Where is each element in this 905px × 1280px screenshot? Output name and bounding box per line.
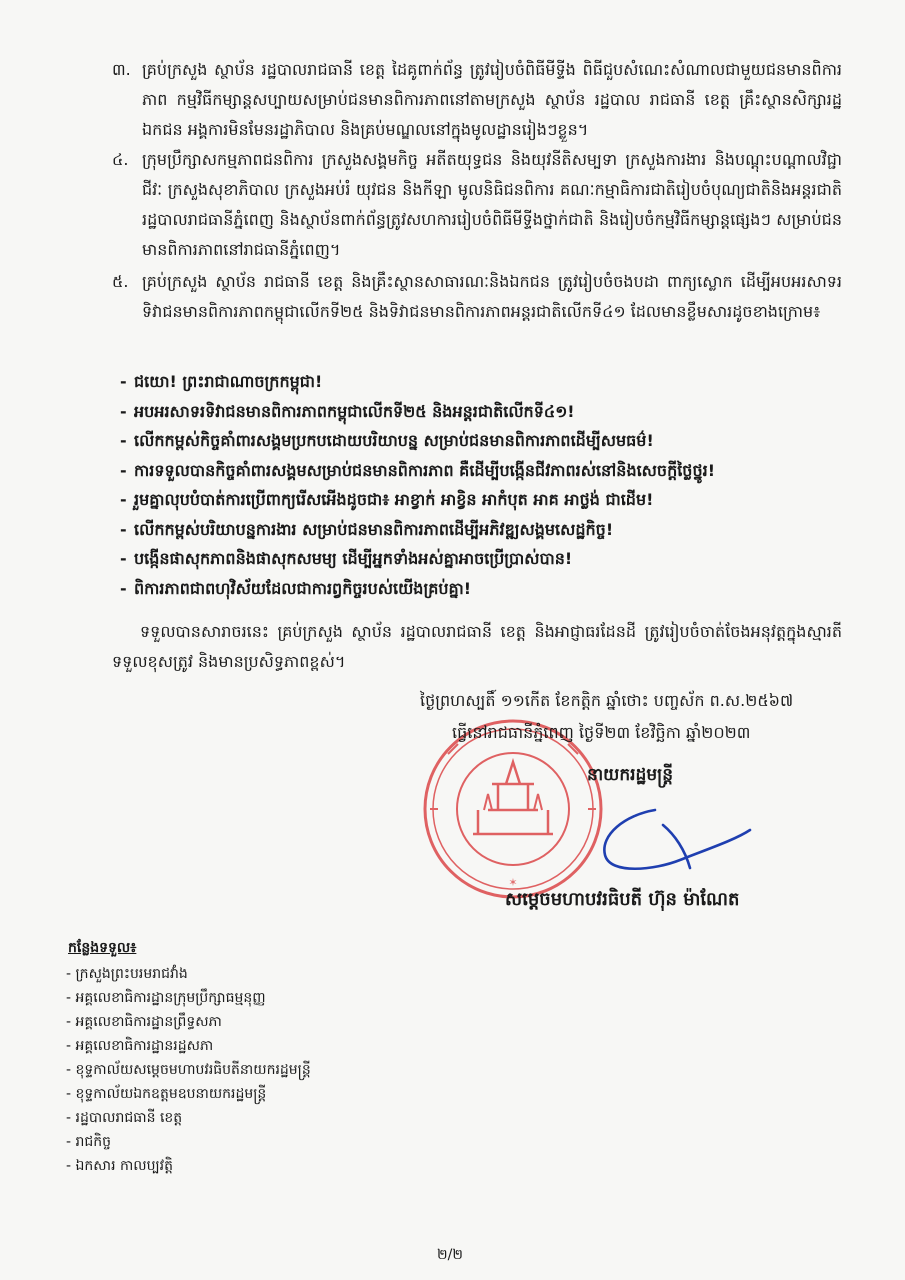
recipient-item: - អគ្គលេខាធិការដ្ឋានក្រុមប្រឹក្សាធម្មនុញ្ញ	[66, 990, 266, 1006]
signature-icon	[585, 790, 765, 885]
slogan-item: - លើកកម្ពស់កិច្ចគាំពារសង្គមប្រកបដោយបរិយាបន្ន សម្រាប់ជនមានពិការភាពដើម្បីសមធម៌!	[120, 431, 654, 450]
slogan-list	[120, 367, 820, 603]
slogan-item: - រួមគ្នាលុបបំបាត់ការប្រើពាក្យរើសអើងដូចជា៖ អាខ្វាក់ អាខ្វិន អាកំបុត អាគ អាថ្លង់ ជាដើម!	[120, 490, 654, 509]
paragraph-number: ៤.	[112, 150, 129, 169]
slogan-item: - លើកកម្ពស់បរិយាបន្នការងារ សម្រាប់ជនមានពិការភាពដើម្បីអភិវឌ្ឍសង្គមសេដ្ឋកិច្ច!	[120, 519, 614, 539]
recipient-item: - ក្រសួងព្រះបរមរាជវាំង	[66, 966, 188, 982]
recipient-item: - អគ្គលេខាធិការដ្ឋានព្រឹទ្ធសភា	[66, 1014, 222, 1030]
recipient-item: - រាជកិច្ច	[66, 1134, 112, 1150]
recipient-item: - ខុទ្ទកាល័យឯកឧត្តមឧបនាយករដ្ឋមន្ត្រី	[66, 1086, 267, 1102]
recipients-list	[66, 962, 311, 1178]
recipient-item: - រដ្ឋបាលរាជធានី ខេត្ត	[66, 1110, 183, 1126]
paragraph-text: ក្រុមប្រឹក្សាសកម្មភាពជនពិការ ក្រសួងសង្គមកិច្ច អតីតយុទ្ធជន និងយុវនីតិសម្បទា ក្រសួងការងារ និងបណ្តុះបណ្តាលវិជ្ជាជីវៈ ក្រសួងសុខាភិបាល ក្រសួងអប់រំ យុវជន និងកីឡា មូលនិធិជនពិការ គណៈកម្មាធិការជាតិរៀបចំបុណ្យជាតិនិងអន្តរជាតិ រដ្ឋបាលរាជធានីភ្នំពេញ និងស្ថាប័នពាក់ព័ន្ធត្រូវសហការរៀបចំពិធីមីទ្ទីងថ្នាក់ជាតិ និងរៀបចំកម្មវិធីកម្សាន្តផ្សេងៗ សម្រាប់ជនមានពិការភាពនៅរាជធានីភ្នំពេញ។	[142, 150, 842, 259]
paragraph-text: គ្រប់ក្រសួង ស្ថាប័ន រដ្ឋបាលរាជធានី ខេត្ត ដៃគូពាក់ព័ន្ធ ត្រូវរៀបចំពិធីមីទ្ទីង ពិធីជួបសំណេះសំណាលជាមួយជនមានពិការភាព កម្មវិធីកម្សាន្តសប្បាយសម្រាប់ជនមានពិការភាពនៅតាមក្រសួង ស្ថាប័ន រដ្ឋបាល រាជធានី ខេត្ត គ្រឹះស្ថានសិក្សារដ្ឋ ឯកជន អង្គការមិនមែនរដ្ឋាភិបាល និងគ្រប់មណ្ឌលនៅក្នុងមូលដ្ឋានរៀងៗខ្លួន។	[142, 60, 842, 139]
slogan-item: - ជយោ! ព្រះរាជាណាចក្រកម្ពុជា!	[120, 372, 323, 391]
slogan-item: - ពិការភាពជាពហុវិស័យដែលជាការព្វកិច្ចរបស់យើងគ្រប់គ្នា!	[120, 578, 472, 598]
closing-paragraph: ទទួលបានសារាចរនេះ គ្រប់ក្រសួង ស្ថាប័ន រដ្ឋបាលរាជធានី ខេត្ត និងអាជ្ញាធរដែនដី ត្រូវរៀបចំចាត់ចែងអនុវត្តក្នុងស្មារតីទទួលខុសត្រូវ និងមានប្រសិទ្ធភាពខ្ពស់។	[112, 622, 842, 671]
signer-title: នាយករដ្ឋមន្ត្រី	[587, 765, 673, 785]
paragraph-3	[112, 55, 842, 145]
recipient-item: - អគ្គលេខាធិការដ្ឋានរដ្ឋសភា	[66, 1038, 214, 1054]
recipient-item: - ខុទ្ទកាល័យសម្តេចមហាបវរធិបតីនាយករដ្ឋមន្ត្រី	[66, 1062, 311, 1078]
signer-name: សម្តេចមហាបវរធិបតី ហ៊ុន ម៉ាណែត	[505, 889, 740, 910]
slogan-item: - បង្កើនផាសុកភាពនិងផាសុកសមម្យ ដើម្បីអ្នកទាំងអស់គ្នាអាចប្រើប្រាស់បាន!	[120, 549, 573, 568]
paragraph-number: ៥.	[112, 272, 129, 291]
paragraph-4	[112, 145, 842, 265]
paragraph-text: គ្រប់ក្រសួង ស្ថាប័ន រាជធានី ខេត្ត និងគ្រឹះស្ថានសាធារណៈនិងឯកជន ត្រូវរៀបចំចងបដា ពាក្យស្លោក ដើម្បីអបអរសាទរទិវាជនមានពិការភាពកម្ពុជាលើកទី២៥ និងទិវាជនមានពិការភាពអន្តរជាតិលើកទី៤១ ដែលមានខ្លឹមសារដូចខាងក្រោម៖	[142, 272, 842, 321]
lunar-date: ថ្ងៃព្រហស្បតិ៍ ១១កើត ខែកត្តិក ឆ្នាំថោះ បញ្ចស័ក ព.ស.២៥៦៧	[420, 691, 794, 710]
slogan-item: - អបអរសាទរទិវាជនមានពិការភាពកម្ពុជាលើកទី២៥ និងអន្តរជាតិលើកទី៤១!	[120, 401, 575, 421]
svg-text:✶: ✶	[508, 876, 518, 889]
solar-date: ធ្វើនៅរាជធានីភ្នំពេញ ថ្ងៃទី២៣ ខែវិច្ឆិកា ឆ្នាំ២០២៣	[452, 723, 751, 742]
recipient-item: - ឯកសារ កាលប្បវត្តិ	[66, 1158, 174, 1174]
recipients-title: កន្លែងទទួល៖	[68, 940, 137, 956]
paragraph-5	[112, 267, 842, 327]
page-number: ២/២	[437, 1247, 463, 1263]
slogan-item: - ការទទួលបានកិច្ចគាំពារសង្គមសម្រាប់ជនមានពិការភាព គឺដើម្បីបង្កើនជីវភាពរស់នៅនិងសេចក្តីថ្លៃថ្នូរ!	[120, 460, 715, 480]
paragraph-number: ៣.	[112, 60, 131, 79]
